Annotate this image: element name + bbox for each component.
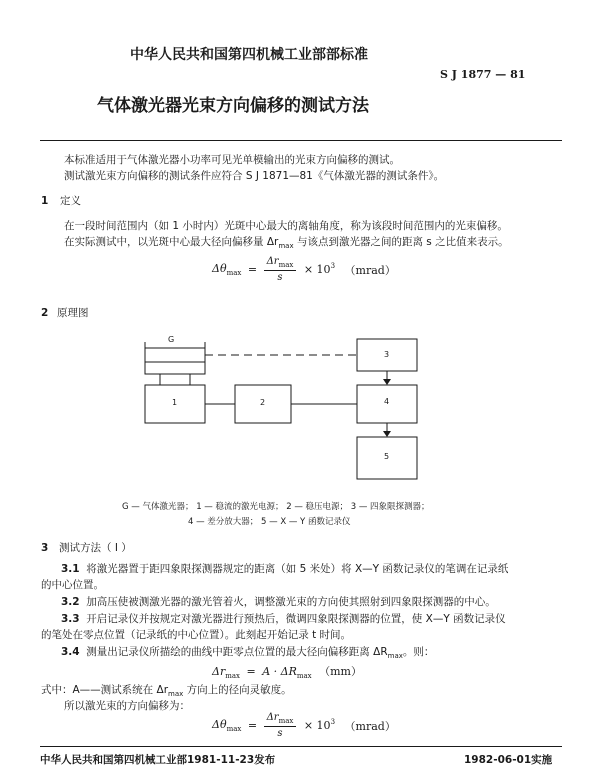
label-block-4: 4 <box>384 397 390 406</box>
footer-effective: 1982-06-01实施 <box>464 754 553 766</box>
label-block-3: 3 <box>384 350 390 359</box>
step-3-2: 3.2 加高压使被测激光器的激光管着火，调整激光束的方向使其照射到四象限探测器的中心。 <box>61 596 496 608</box>
footer-issued: 中华人民共和国第四机械工业部1981-11-23发布 <box>40 754 276 766</box>
label-block-5: 5 <box>384 452 390 461</box>
intro-line-2: 测试激光束方向偏移的测试条件应符合 S J 1871—81《气体激光器的测试条件》。 <box>64 170 445 182</box>
legend-line-1: G — 气体激光器； 1 — 稳流的激光电源； 2 — 稳压电源； 3 — 四象限探测器； <box>122 502 430 512</box>
so-line: 所以激光束的方向偏移为： <box>64 700 190 712</box>
definition-line-2: 在实际测试中，以光斑中心最大径向偏移量 $\Delta r_{max}$ 与该点到激光器之间的距离 s 之比值来表示。 <box>64 236 509 251</box>
section-2-title: 原理图 <box>57 307 89 319</box>
intro-line-1: 本标准适用于气体激光器小功率可见光单模输出的光束方向偏移的测试。 <box>64 154 400 166</box>
org-standard-heading: 中华人民共和国第四机械工业部部标准 <box>130 47 368 63</box>
formula-deflection-1: $\Delta\theta_{max}$ = $\frac{\Delta r_{max}}{s}$ × $10^3$ （mrad） <box>212 256 396 283</box>
step-3-3-line-1: 3.3 开启记录仪并按规定对激光器进行预热后，微调四象限探测器的位置，使 X—Y 函数记录仪 <box>61 613 506 625</box>
step-3-1-line-2: 的中心位置。 <box>41 579 104 591</box>
arrow-4-5-head <box>383 431 391 437</box>
section-1-title: 定义 <box>60 195 81 207</box>
step-3-1-line-1: 3.1 将激光器置于距四象限探测器规定的距离（如 5 米处）将 X—Y 函数记录仪的笔调在记录纸 <box>61 563 509 575</box>
legend-line-2: 4 — 差分放大器； 5 — X — Y 函数记录仪 <box>188 517 351 527</box>
step-3-3-line-2: 的笔处在零点位置（记录纸的中心位置）。此刻起开始记录 t 时间。 <box>41 629 352 641</box>
section-3-title: 测试方法（ I ） <box>59 542 132 554</box>
standard-code: S J 1877 — 81 <box>440 68 526 81</box>
formula-where-line: 式中：A——测试系统在 $\Delta r_{max}$ 方向上的径向灵敏度。 <box>41 684 292 699</box>
label-g: G <box>168 335 175 344</box>
definition-line-1: 在一段时间范围内（如 1 小时内）光斑中心最大的离轴角度，称为该段时间范围内的光束偏移。 <box>64 220 508 232</box>
document-title: 气体激光器光束方向偏移的测试方法 <box>97 96 369 116</box>
section-2-number: 2 <box>41 307 49 319</box>
section-1-number: 1 <box>41 195 49 207</box>
label-block-2: 2 <box>260 398 266 407</box>
step-3-4: 3.4 测量出记录仪所描绘的曲线中距零点位置的最大径向偏移距离 $\Delta R_{max}$。则： <box>61 646 435 661</box>
label-block-1: 1 <box>172 398 178 407</box>
laser-tube-g <box>145 362 205 374</box>
formula-deflection-2: $\Delta\theta_{max}$ = $\frac{\Delta r_{max}}{s}$ × $10^3$ （mrad） <box>212 712 396 739</box>
footer-divider <box>40 746 562 747</box>
formula-radial-deviation: $\Delta r_{max} = A \cdot \Delta R_{max}$ （mm） <box>212 665 362 681</box>
section-3-number: 3 <box>41 542 49 554</box>
arrow-3-4-head <box>383 379 391 385</box>
